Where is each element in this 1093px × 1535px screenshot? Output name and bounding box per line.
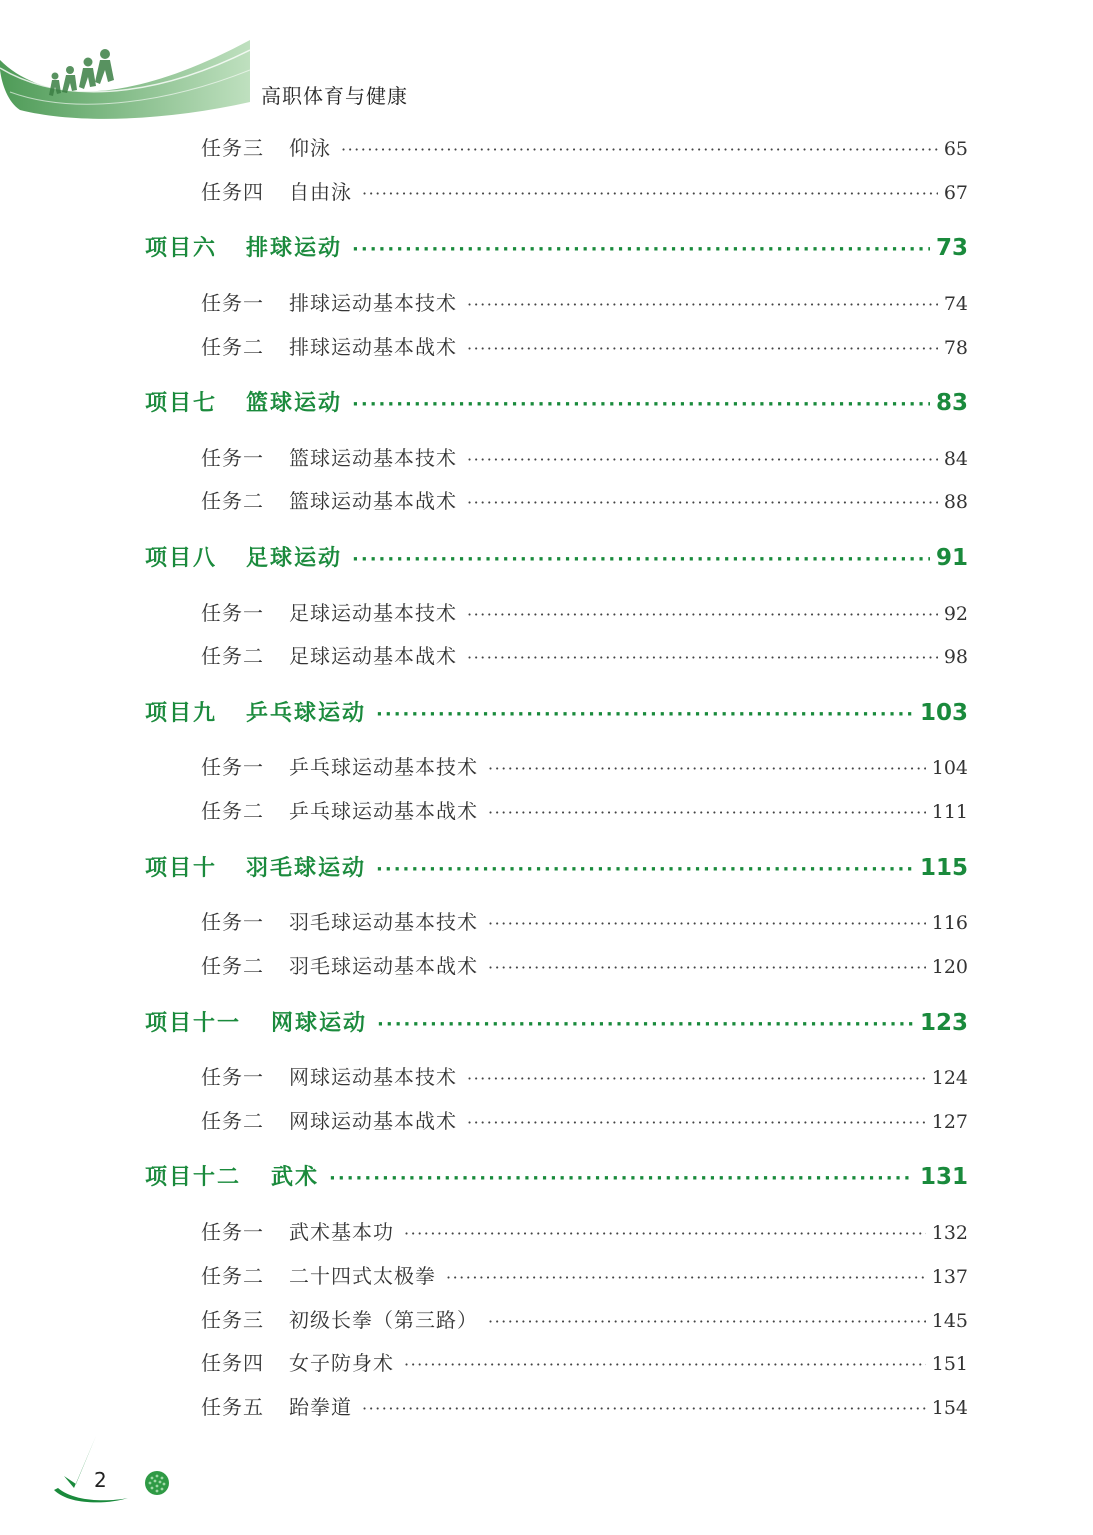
task-number: 任务一 xyxy=(201,755,264,779)
dot-leader xyxy=(488,914,926,933)
chapter-title: 网球运动 xyxy=(271,1011,368,1036)
chapter-title: 武术 xyxy=(271,1165,320,1190)
task-title: 羽毛球运动基本战术 xyxy=(289,954,478,978)
task-page-number: 132 xyxy=(931,1222,968,1244)
chapter-number: 项目八 xyxy=(145,546,218,571)
chapter-page-number: 123 xyxy=(919,1010,968,1036)
task-page-number: 84 xyxy=(943,448,968,470)
task-page-number: 67 xyxy=(943,182,968,204)
dot-leader xyxy=(467,648,938,667)
toc-task-row[interactable] xyxy=(201,795,968,824)
task-title: 足球运动基本技术 xyxy=(289,601,457,625)
task-number: 任务二 xyxy=(201,489,264,513)
toc-chapter-row[interactable] xyxy=(145,1160,968,1191)
task-number: 任务二 xyxy=(201,799,264,823)
task-number: 任务一 xyxy=(201,601,264,625)
toc-task-row[interactable] xyxy=(201,1260,968,1289)
task-number: 任务二 xyxy=(201,644,264,668)
toc-task-row[interactable] xyxy=(201,442,968,471)
chapter-page-number: 91 xyxy=(935,545,968,571)
dot-leader xyxy=(377,1014,914,1035)
task-title: 排球运动基本技术 xyxy=(289,291,457,315)
task-title: 乒乓球运动基本战术 xyxy=(289,799,478,823)
page-number: 2 xyxy=(94,1468,107,1492)
task-page-number: 78 xyxy=(943,337,968,359)
chapter-number: 项目十二 xyxy=(145,1165,242,1190)
book-title: 高职体育与健康 xyxy=(261,84,408,108)
toc-task-row[interactable] xyxy=(201,640,968,669)
task-title: 自由泳 xyxy=(289,180,352,204)
task-title: 女子防身术 xyxy=(289,1351,394,1375)
dot-leader xyxy=(362,1399,926,1418)
toc-task-row[interactable] xyxy=(201,176,968,205)
task-title: 二十四式太极拳 xyxy=(289,1264,436,1288)
task-title: 跆拳道 xyxy=(289,1395,352,1419)
task-title: 网球运动基本战术 xyxy=(289,1109,457,1133)
task-title: 排球运动基本战术 xyxy=(289,335,457,359)
toc-chapter-row[interactable] xyxy=(145,231,968,262)
toc-task-row[interactable] xyxy=(201,1391,968,1420)
task-page-number: 98 xyxy=(943,646,968,668)
dot-leader xyxy=(352,394,930,415)
toc-task-row[interactable] xyxy=(201,1304,968,1333)
chapter-title: 排球运动 xyxy=(246,236,343,261)
task-page-number: 111 xyxy=(931,801,968,823)
task-number: 任务四 xyxy=(201,1351,264,1375)
task-page-number: 116 xyxy=(931,912,968,934)
toc-task-row[interactable] xyxy=(201,1105,968,1134)
dot-leader xyxy=(329,1168,914,1189)
chapter-title: 足球运动 xyxy=(246,546,343,571)
task-title: 篮球运动基本技术 xyxy=(289,446,457,470)
dot-leader xyxy=(467,1069,926,1088)
chapter-page-number: 115 xyxy=(919,855,968,881)
task-title: 篮球运动基本战术 xyxy=(289,489,457,513)
dot-leader xyxy=(362,184,938,203)
dot-leader xyxy=(467,605,938,624)
dot-leader xyxy=(446,1268,926,1287)
dot-leader xyxy=(467,295,938,314)
chapter-title: 篮球运动 xyxy=(246,391,343,416)
toc-task-row[interactable] xyxy=(201,597,968,626)
dot-leader xyxy=(467,1113,926,1132)
toc-task-row[interactable] xyxy=(201,287,968,316)
task-number: 任务五 xyxy=(201,1395,264,1419)
chapter-number: 项目九 xyxy=(145,701,218,726)
task-number: 任务一 xyxy=(201,1065,264,1089)
dot-leader xyxy=(467,493,938,512)
task-page-number: 124 xyxy=(931,1067,968,1089)
task-page-number: 127 xyxy=(931,1111,968,1133)
chapter-page-number: 83 xyxy=(935,390,968,416)
task-page-number: 88 xyxy=(943,491,968,513)
task-number: 任务一 xyxy=(201,291,264,315)
chapter-number: 项目七 xyxy=(145,391,218,416)
task-number: 任务一 xyxy=(201,910,264,934)
chapter-page-number: 103 xyxy=(919,700,968,726)
task-number: 任务四 xyxy=(201,180,264,204)
chapter-number: 项目十 xyxy=(145,856,218,881)
task-page-number: 137 xyxy=(931,1266,968,1288)
task-page-number: 154 xyxy=(931,1397,968,1419)
dot-leader xyxy=(488,803,926,822)
task-title: 乒乓球运动基本技术 xyxy=(289,755,478,779)
header-banner-runners-icon xyxy=(0,40,250,122)
task-title: 羽毛球运动基本技术 xyxy=(289,910,478,934)
toc-task-row[interactable] xyxy=(201,1216,968,1245)
task-title: 仰泳 xyxy=(289,136,331,160)
task-title: 足球运动基本战术 xyxy=(289,644,457,668)
toc-task-row[interactable] xyxy=(201,950,968,979)
toc-task-row[interactable] xyxy=(201,751,968,780)
task-page-number: 151 xyxy=(931,1353,968,1375)
dot-leader xyxy=(352,239,930,260)
toc-task-row[interactable] xyxy=(201,485,968,514)
dot-leader xyxy=(488,1312,926,1331)
task-number: 任务二 xyxy=(201,1264,264,1288)
task-page-number: 120 xyxy=(931,956,968,978)
task-number: 任务二 xyxy=(201,954,264,978)
toc-chapter-row[interactable] xyxy=(145,1006,968,1037)
golf-ball-icon xyxy=(144,1470,170,1496)
task-page-number: 145 xyxy=(931,1310,968,1332)
toc-task-row[interactable] xyxy=(201,132,968,161)
chapter-number: 项目十一 xyxy=(145,1011,242,1036)
toc-task-row[interactable] xyxy=(201,331,968,360)
task-page-number: 92 xyxy=(943,603,968,625)
toc-task-row[interactable] xyxy=(201,906,968,935)
task-title: 武术基本功 xyxy=(289,1220,394,1244)
dot-leader xyxy=(488,759,926,778)
dot-leader xyxy=(404,1224,926,1243)
dot-leader xyxy=(376,704,914,725)
task-title: 初级长拳（第三路） xyxy=(289,1308,478,1332)
toc-task-row[interactable] xyxy=(201,1347,968,1376)
task-page-number: 74 xyxy=(943,293,968,315)
task-number: 任务三 xyxy=(201,136,264,160)
toc-chapter-row[interactable] xyxy=(145,541,968,572)
checkmark-swoosh-icon xyxy=(50,1432,130,1504)
task-page-number: 104 xyxy=(931,757,968,779)
toc-chapter-row[interactable] xyxy=(145,851,968,882)
dot-leader xyxy=(404,1355,926,1374)
task-number: 任务一 xyxy=(201,1220,264,1244)
task-number: 任务三 xyxy=(201,1308,264,1332)
task-number: 任务二 xyxy=(201,1109,264,1133)
chapter-number: 项目六 xyxy=(145,236,218,261)
task-title: 网球运动基本技术 xyxy=(289,1065,457,1089)
chapter-page-number: 131 xyxy=(919,1164,968,1190)
chapter-page-number: 73 xyxy=(935,235,968,261)
task-number: 任务二 xyxy=(201,335,264,359)
dot-leader xyxy=(341,140,938,159)
dot-leader xyxy=(467,450,938,469)
chapter-title: 羽毛球运动 xyxy=(246,856,367,881)
dot-leader xyxy=(488,958,926,977)
toc-chapter-row[interactable] xyxy=(145,386,968,417)
toc-chapter-row[interactable] xyxy=(145,696,968,727)
task-number: 任务一 xyxy=(201,446,264,470)
dot-leader xyxy=(376,859,914,880)
toc-task-row[interactable] xyxy=(201,1061,968,1090)
dot-leader xyxy=(467,339,938,358)
task-page-number: 65 xyxy=(943,138,968,160)
dot-leader xyxy=(352,549,930,570)
chapter-title: 乒乓球运动 xyxy=(246,701,367,726)
